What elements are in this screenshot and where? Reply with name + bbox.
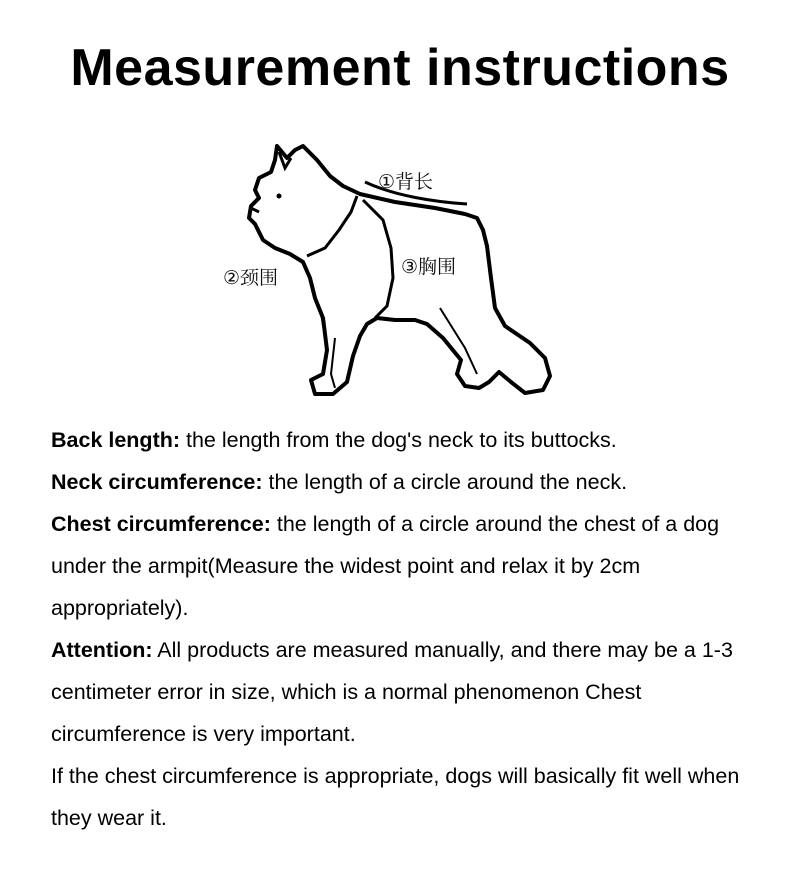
neck-line	[307, 196, 357, 256]
dog-illustration	[215, 138, 565, 403]
item-neck-circumference	[51, 461, 766, 503]
item-chest-circumference	[51, 503, 766, 629]
item-term: Back length:	[51, 428, 181, 452]
item-term: Attention:	[51, 638, 153, 662]
chest-label: ③胸围	[401, 256, 457, 278]
page-title: Measurement instructions	[70, 39, 730, 97]
item-text: the length from the dog's neck to its buttocks.	[180, 428, 617, 452]
item-back-length	[51, 419, 766, 461]
item-text: the length of a circle around the chest of a dog under the armpit(Measure the widest point and relax it by 2cm appropriately).	[51, 512, 720, 620]
item-term: Neck circumference:	[51, 470, 263, 494]
chest-line	[363, 200, 393, 318]
dog-measurement-diagram	[215, 138, 565, 403]
closing-note: If the chest circumference is appropriate, dogs will basically fit well when they wear it.	[51, 764, 740, 830]
item-attention	[51, 629, 766, 755]
item-term: Chest circumference:	[51, 512, 271, 536]
back-length-label: ①背长	[378, 171, 434, 193]
item-text: All products are measured manually, and there may be a 1-3 centimeter error in size, which is a normal phenomenon Chest circumference is very important.	[51, 638, 733, 746]
measurement-description	[51, 419, 766, 839]
neck-label: ②颈围	[223, 267, 279, 289]
item-text: the length of a circle around the neck.	[262, 470, 628, 494]
